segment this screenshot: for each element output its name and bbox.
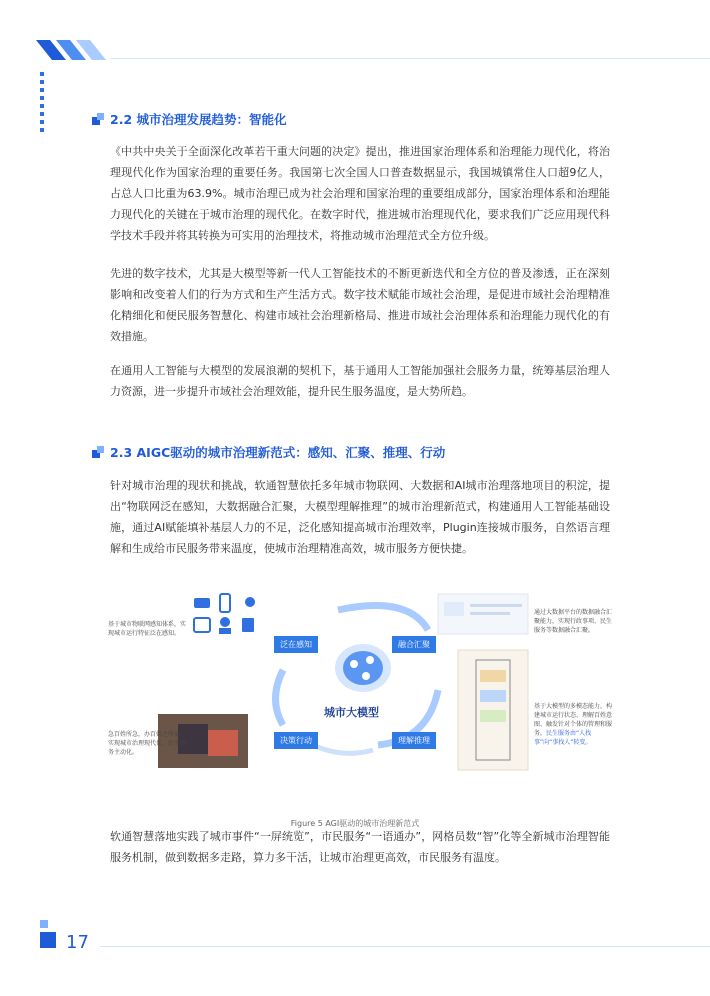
section-bullet-icon xyxy=(92,446,104,458)
tag-act: 决策行动 xyxy=(274,732,318,749)
footer-rule xyxy=(100,946,710,947)
page-number-decoration xyxy=(40,932,56,948)
iot-icons xyxy=(194,594,255,634)
tag-perceive: 泛在感知 xyxy=(274,636,318,653)
side-dash-decoration xyxy=(40,72,44,132)
figure-caption: Figure 5 AGI驱动的城市治理新范式 xyxy=(290,819,420,828)
paragraph-2: 先进的数字技术，尤其是大模型等新一代人工智能技术的不断更新迭代和全方位的普及渗透，正在深刻影响和改变着人们的行为方式和生产生活方式。数字技术赋能市域社会治理，是促进市域社会治理精准化精细化和便民服务智慧化、构建市域社会治理新格局、推进市域社会治理体系和治理能力现代化的有效措施。 xyxy=(110,267,610,343)
page-number: 17 xyxy=(66,932,89,953)
center-label: 城市大模型 xyxy=(324,706,379,719)
section-heading-2-2 xyxy=(92,110,287,128)
note-reasoning-highlight: 民生服务由“人找事”向“事找人”转变。 xyxy=(534,730,592,746)
note-aggregation: 通过大数据平台的数据融合汇聚能力，实现行政事项、民生服务等数据融合汇聚。 xyxy=(534,609,613,634)
paragraph-4: 针对城市治理的现状和挑战，软通智慧依托多年城市物联网、大数据和AI城市治理落地项目的积淀，提出“物联网泛在感知，大数据融合汇聚，大模型理解推理”的城市治理新范式，构建通用人工智能基础设施，通过AI赋能填补基层人力的不足，泛化感知提高城市治理效率，Plugin连接城市服务，自然语言理解和生成给市民服务带来温度，使城市治理精准高效，城市服务方便快捷。 xyxy=(110,479,610,555)
section-heading-2-3 xyxy=(92,443,445,461)
section-title: 2.2 城市治理发展趋势：智能化 xyxy=(110,112,287,127)
page-number-decoration xyxy=(40,920,48,928)
note-reasoning-main: 基于大模型的多模态能力，构建城市运行状态、理解百姓意图、触发针对个体的管理和服务， xyxy=(534,703,613,737)
closing-paragraph: 软通智慧落地实践了城市事件“一屏统览”，市民服务“一语通办”，网格员数“智”化等全新城市治理智能服务机制，做到数据多走路，算力多干活，让城市治理更高效，市民服务有温度。 xyxy=(110,830,610,864)
section-bullet-icon xyxy=(92,113,104,125)
paragraph-3: 在通用人工智能与大模型的发展浪潮的契机下，基于通用人工智能加强社会服务力量，统筹基层治理人力资源，进一步提升市域社会治理效能，提升民生服务温度，是大势所趋。 xyxy=(110,364,610,398)
tag-reason: 理解推理 xyxy=(392,732,436,749)
brain-icon xyxy=(335,644,391,692)
note-reasoning xyxy=(534,702,614,747)
note-perception: 基于城市物联网感知体系，实现城市运行特征泛在感知。 xyxy=(108,621,187,637)
agi-city-governance-figure xyxy=(108,590,614,780)
header-rule xyxy=(110,58,710,59)
tag-aggregate: 融合汇聚 xyxy=(392,636,436,653)
paragraph-1: 《中共中央关于全面深化改革若干重大问题的决定》提出，推进国家治理体系和治理能力现代化，将治理现代化作为国家治理的重要任务。我国第七次全国人口普查数据显示，我国城镇常住人口超9亿人，占总人口比重为63.9%。城市治理已成为社会治理和国家治理的重要组成部分，国家治理体系和治理能力现代化的关键在于城市治理的现代化。在数字时代，推进城市治理现代化，要求我们广泛应用现代科学技术手段并将其转换为可实用的治理技术，将推动城市治理范式全方位升级。 xyxy=(110,145,610,242)
section-title: 2.3 AIGC驱动的城市治理新范式：感知、汇聚、推理、行动 xyxy=(110,445,446,460)
note-action: 急百姓所急，办百姓之所需，实现城市治理现代化、民生服务主动化。 xyxy=(108,731,187,756)
corner-stripes-decoration xyxy=(36,40,116,60)
